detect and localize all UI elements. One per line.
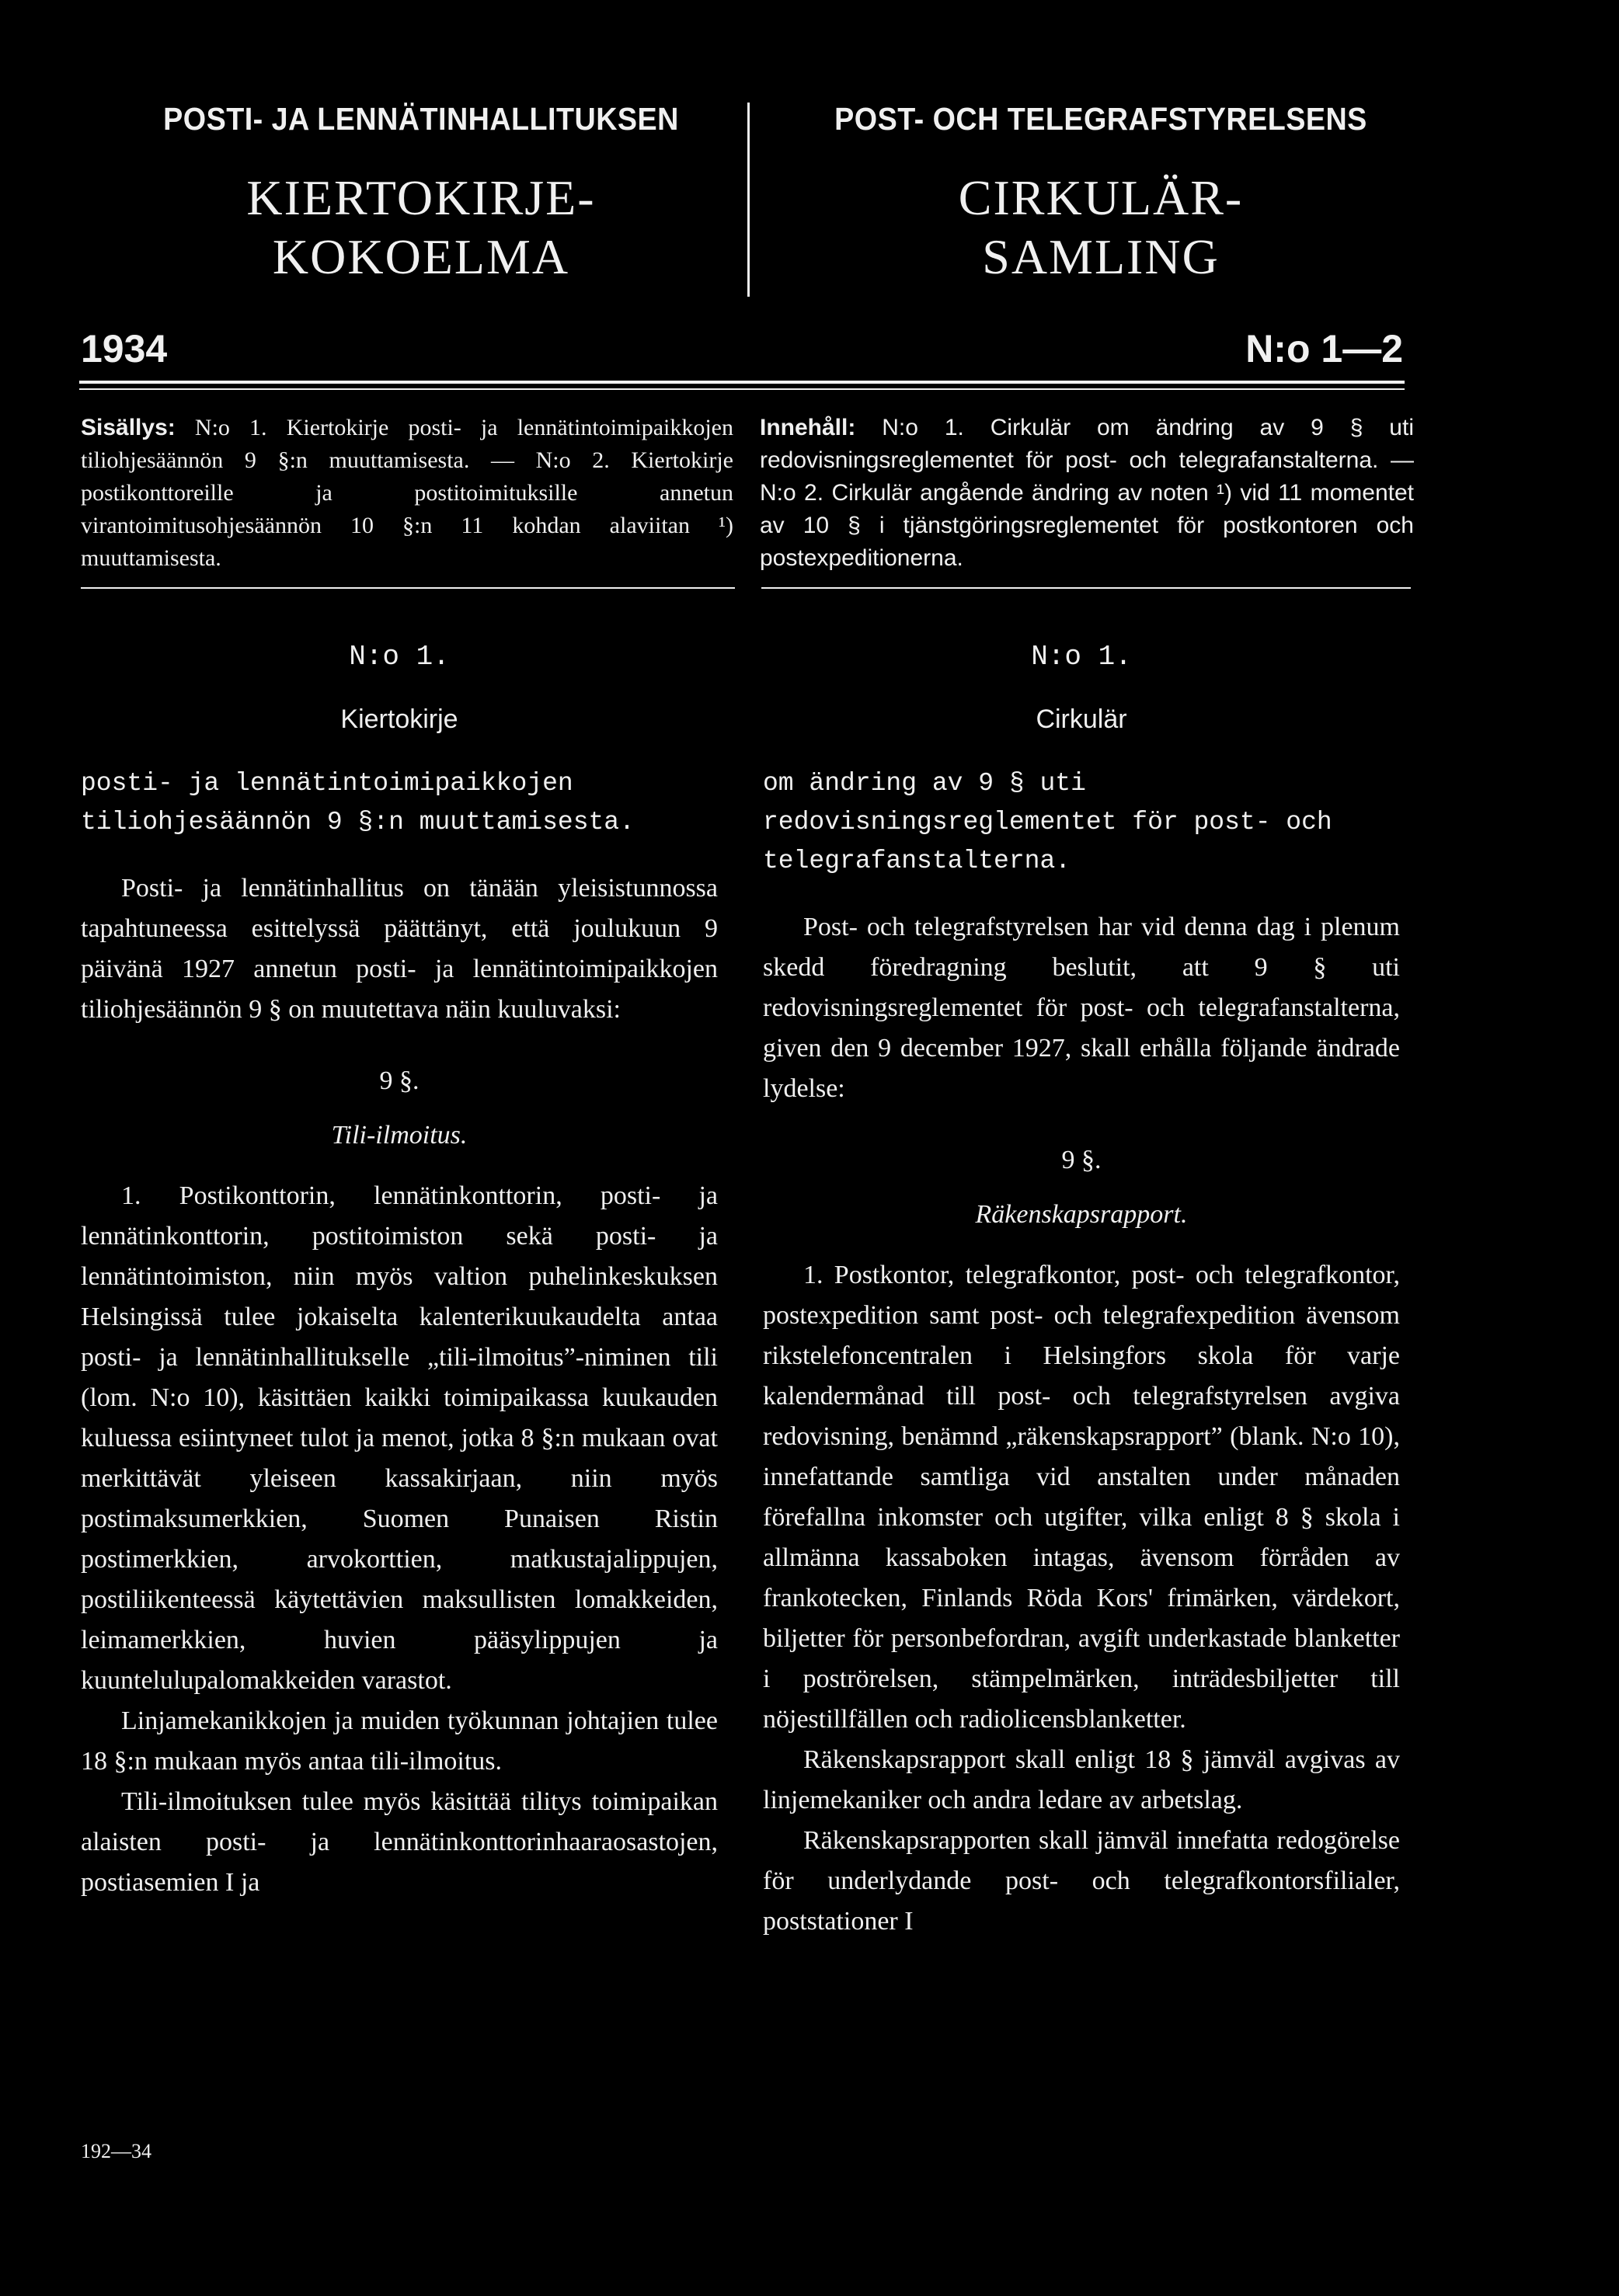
rule-top-thin xyxy=(79,388,1405,390)
publication-title-swedish: CIRKULÄR- SAMLING xyxy=(958,170,1244,284)
publisher-name-finnish: POSTI- JA LENNÄTINHALLITUKSEN xyxy=(163,101,679,137)
column-swedish xyxy=(763,637,1400,1942)
rule-contents-right xyxy=(761,587,1411,589)
header-right xyxy=(763,101,1439,287)
circular-number: N:o 1. xyxy=(349,641,450,673)
issue-number: N:o 1—2 xyxy=(1245,327,1403,370)
circular-subject: om ändring av 9 § uti redovisningsreglementet för post- och telegrafanstalterna. xyxy=(763,769,1332,875)
circular-number: N:o 1. xyxy=(1031,641,1132,673)
intro-paragraph: Post- och telegrafstyrelsen har vid denna dag i plenum skedd föredragning beslutit, att 9 § uti redovisningsreglementet för post- och telegrafanstalterna, given den 9 december 1927, skall erhålla följande ändrade lydelse: xyxy=(763,913,1400,1103)
column-finnish xyxy=(81,637,718,1903)
print-code: 192—34 xyxy=(81,2140,151,2162)
contents-swedish: Innehåll: N:o 1. Cirkulär om ändring av 9 § uti redovisningsreglementet för post- och telegrafanstalterna. — N:o 2. Cirkulär angående ändring av noten ¹) vid 11 momentet av 10 § i tjänstgöringsreglementet för postkontoren och postexpeditionerna. xyxy=(760,415,1414,571)
circular-kind: Cirkulär xyxy=(1036,704,1127,734)
paragraph-3: Räkenskapsrapporten skall jämväl innefatta redogörelse för underlydande post- och telegrafkontorsfilialer, poststationer I xyxy=(763,1826,1400,1936)
rule-top xyxy=(79,381,1405,384)
section-number: 9 §. xyxy=(379,1066,420,1095)
header-left xyxy=(79,101,763,287)
section-heading: Tili-ilmoitus. xyxy=(331,1121,468,1150)
publication-title-finnish: KIERTOKIRJE- KOKOELMA xyxy=(246,170,596,284)
paragraph-2: Linjamekanikkojen ja muiden työkunnan johtajien tulee 18 §:n mukaan myös antaa tili-ilmoitus. xyxy=(81,1706,718,1776)
contents-finnish: Sisällys: N:o 1. Kiertokirje posti- ja lennätintoimipaikkojen tiliohjesäännön 9 §:n muuttamisesta. — N:o 2. Kiertokirje postikonttoreille ja postitoimituksille annetun virantoimitusohjesäännön 10 §:n 11 kohdan alaviitan ¹) muuttamisesta. xyxy=(81,415,734,571)
circular-subject: posti- ja lennätintoimipaikkojen tiliohjesäännön 9 §:n muuttamisesta. xyxy=(81,769,635,837)
paragraph-1: 1. Postkontor, telegrafkontor, post- och telegrafkontor, postexpedition samt post- och telegrafexpedition ävensom rikstelefoncentralen i Helsingfors skola för varje kalendermånad till post- och telegrafstyrelsen avgiva redovisning, benämnd „räkenskapsrapport” (blank. N:o 10), innefattande samtliga vid anstalten under månaden förefallna inkomster och utgifter, vilka enligt 8 § skola i allmänna kassaboken intagas, ävensom förråden av frankotecken, Finlands Röda Kors' frimärken, värdekort, biljetter för personbefordran, avgift underkastade blanketter i poströrelsen, stämpelmärken, inträdesbiljetter till nöjestillfällen och radiolicensblanketter. xyxy=(763,1261,1400,1734)
section-number: 9 §. xyxy=(1061,1146,1102,1174)
paragraph-3: Tili-ilmoituksen tulee myös käsittää tilitys toimipaikan alaisten posti- ja lennätinkonttorinhaaraosastojen, postiasemien I ja xyxy=(81,1787,718,1897)
intro-paragraph: Posti- ja lennätinhallitus on tänään yleisistunnossa tapahtuneessa esittelyssä päättänyt, että joulukuun 9 päivänä 1927 annetun posti- ja lennätintoimipaikkojen tiliohjesäännön 9 § on muutettava näin kuuluvaksi: xyxy=(81,874,718,1024)
section-heading: Räkenskapsrapport. xyxy=(975,1200,1188,1229)
paragraph-1: 1. Postikonttorin, lennätinkonttorin, posti- ja lennätinkonttorin, postitoimiston sekä posti- ja lennätintoimiston, niin myös valtion puhelinkeskuksen Helsingissä tulee jokaiselta kalenterikuukaudelta antaa posti- ja lennätinhallitukselle „tili-ilmoitus”-niminen tili (lom. N:o 10), käsittäen kaikki toimipaikassa kuukauden kuluessa esiintyneet tulot ja menot, jotka 8 §:n mukaan ovat merkittävät yleiseen kassakirjaan, niin myös postimaksumerkkien, Suomen Punaisen Ristin postimerkkien, arvokorttien, matkustajalippujen, postiliikenteessä käytettävien maksullisten lomakkeiden, leimamerkkien, huvien pääsylippujen ja kuuntelulupalomakkeiden varastot. xyxy=(81,1181,718,1695)
publisher-name-swedish: POST- OCH TELEGRAFSTYRELSENS xyxy=(834,101,1367,137)
circular-kind: Kiertokirje xyxy=(340,704,458,734)
paragraph-2: Räkenskapsrapport skall enligt 18 § jämväl avgivas av linjemekaniker och andra ledare av arbetslag. xyxy=(763,1745,1400,1814)
year: 1934 xyxy=(81,327,168,370)
header-divider xyxy=(747,103,750,297)
rule-contents-left xyxy=(81,587,735,589)
